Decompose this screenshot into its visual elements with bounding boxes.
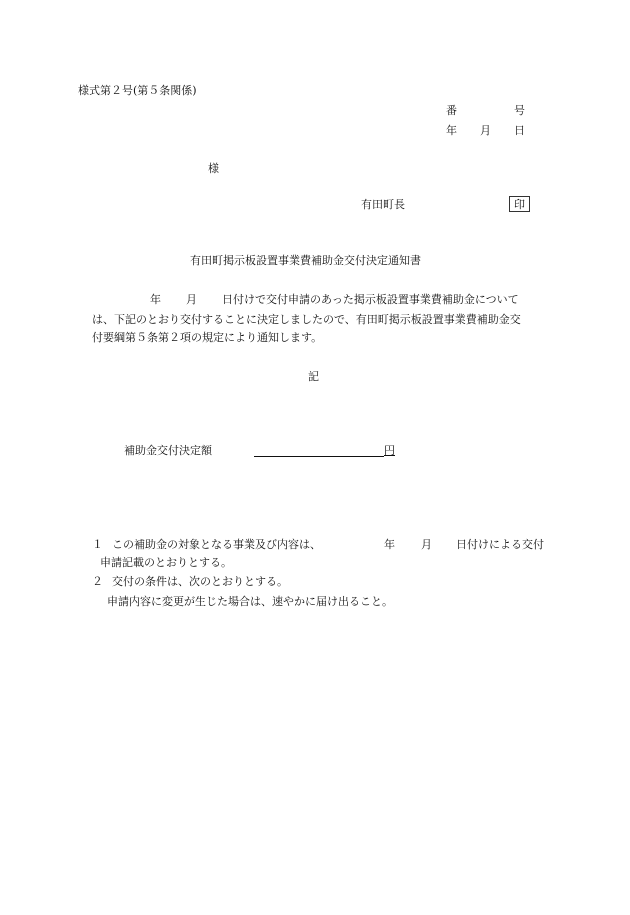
body-year: 年 [150, 293, 161, 306]
ki-heading: 記 [308, 370, 319, 383]
amount-label: 補助金交付決定額 [124, 444, 212, 457]
body-line1: 日付けで交付申請のあった掲示板設置事業費補助金について [222, 293, 519, 306]
condition-2-number: ２ [92, 575, 103, 588]
condition-1-text: この補助金の対象となる事業及び内容は、 [112, 538, 321, 551]
condition-2-sub: 申請内容に変更が生じた場合は、速やかに届け出ること。 [107, 595, 393, 608]
body-month: 月 [186, 293, 197, 306]
number-prefix: 番 [446, 104, 457, 117]
condition-2-text: 交付の条件は、次のとおりとする。 [112, 575, 288, 588]
document-title: 有田町掲示板設置事業費補助金交付決定通知書 [190, 254, 421, 267]
amount-blank-line [254, 456, 384, 457]
number-suffix: 号 [514, 104, 525, 117]
body-line3: 付要綱第５条第２項の規定により通知します。 [92, 331, 323, 344]
addressee-honorific: 様 [208, 162, 219, 175]
seal-box: 印 [509, 196, 530, 212]
date-month: 月 [480, 124, 491, 137]
issuer-name: 有田町長 [361, 198, 405, 211]
date-day: 日 [514, 124, 525, 137]
body-line2: は、下記のとおり交付することに決定しましたので、有田町掲示板設置事業費補助金交 [92, 313, 521, 326]
condition-1-line2: 申請記載のとおりとする。 [100, 556, 232, 569]
condition-1-year: 年 [384, 538, 395, 551]
condition-1-month: 月 [421, 538, 432, 551]
condition-1-rest: 日付けによる交付 [456, 538, 544, 551]
form-label: 様式第２号(第５条関係) [78, 84, 197, 97]
amount-unit: 円 [384, 444, 395, 457]
condition-1-number: １ [92, 538, 103, 551]
date-year: 年 [446, 124, 457, 137]
